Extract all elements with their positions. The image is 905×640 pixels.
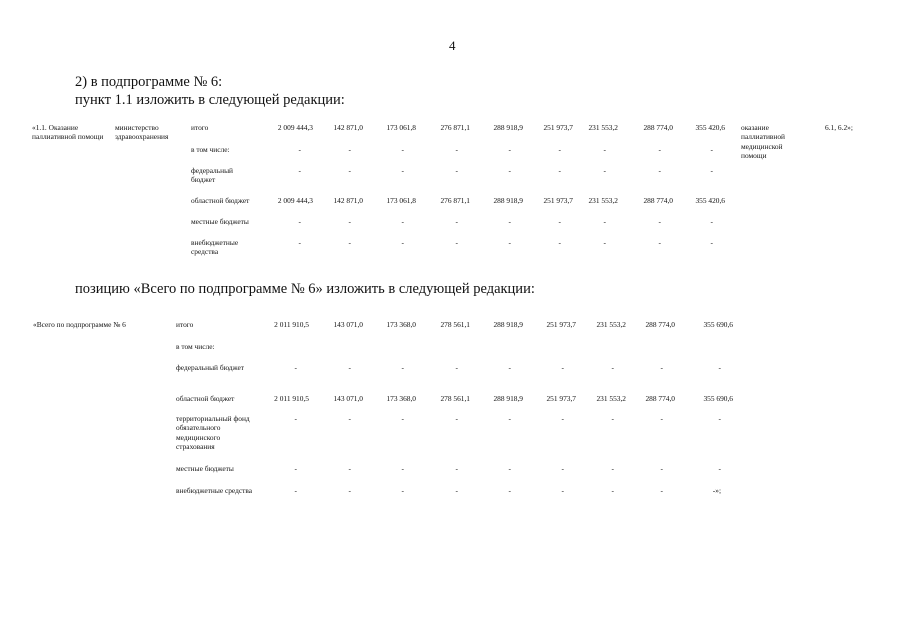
value-cell: 278 561,1 bbox=[440, 320, 470, 329]
value-cell: - bbox=[508, 145, 511, 154]
total-heading: позицию «Всего по подпрограмме № 6» изложить в следующей редакции: bbox=[75, 281, 535, 297]
value-cell: - bbox=[348, 238, 351, 247]
value-cell: -»; bbox=[712, 486, 721, 495]
value-cell: 355 420,6 bbox=[695, 196, 725, 205]
value-cell: - bbox=[718, 363, 721, 372]
value-cell: - bbox=[348, 363, 351, 372]
value-cell: - bbox=[348, 486, 351, 495]
value-cell: 142 871,0 bbox=[333, 123, 363, 132]
value-cell: - bbox=[348, 217, 351, 226]
value-cell: - bbox=[508, 414, 511, 423]
subprogram-heading: 2) в подпрограмме № 6: bbox=[75, 74, 223, 90]
value-cell: 2 011 910,5 bbox=[274, 320, 309, 329]
value-cell: 142 871,0 bbox=[333, 196, 363, 205]
value-cell: 355 420,6 bbox=[695, 123, 725, 132]
value-cell: 173 368,0 bbox=[386, 320, 416, 329]
value-cell: - bbox=[401, 414, 404, 423]
value-cell: - bbox=[603, 166, 606, 175]
value-cell: - bbox=[603, 145, 606, 154]
expected-result: оказание паллиативной медицинской помощи bbox=[741, 123, 786, 161]
value-cell: 231 553,2 bbox=[588, 196, 618, 205]
indicators: 6.1, 6.2»; bbox=[825, 123, 853, 132]
row-label: в том числе: bbox=[191, 145, 230, 154]
value-cell: - bbox=[658, 217, 661, 226]
value-cell: - bbox=[561, 414, 564, 423]
value-cell: 355 690,6 bbox=[703, 320, 733, 329]
executor: министерство здравоохранения bbox=[115, 123, 169, 142]
value-cell: 231 553,2 bbox=[596, 394, 626, 403]
value-cell: - bbox=[401, 145, 404, 154]
value-cell: - bbox=[401, 486, 404, 495]
value-cell: - bbox=[660, 414, 663, 423]
value-cell: - bbox=[658, 145, 661, 154]
row-label: итого bbox=[176, 320, 194, 329]
row-label: областной бюджет bbox=[176, 394, 235, 403]
value-cell: - bbox=[508, 486, 511, 495]
value-cell: 231 553,2 bbox=[588, 123, 618, 132]
value-cell: - bbox=[718, 414, 721, 423]
value-cell: - bbox=[710, 145, 713, 154]
value-cell: - bbox=[298, 145, 301, 154]
value-cell: 288 774,0 bbox=[643, 123, 673, 132]
value-cell: - bbox=[508, 217, 511, 226]
value-cell: - bbox=[348, 166, 351, 175]
value-cell: 2 011 910,5 bbox=[274, 394, 309, 403]
value-cell: - bbox=[401, 363, 404, 372]
value-cell: - bbox=[455, 145, 458, 154]
value-cell: 288 918,9 bbox=[493, 123, 523, 132]
value-cell: 251 973,7 bbox=[543, 123, 573, 132]
value-cell: - bbox=[401, 464, 404, 473]
value-cell: - bbox=[611, 414, 614, 423]
value-cell: - bbox=[298, 238, 301, 247]
value-cell: - bbox=[401, 166, 404, 175]
value-cell: - bbox=[348, 414, 351, 423]
value-cell: - bbox=[348, 145, 351, 154]
value-cell: - bbox=[558, 217, 561, 226]
value-cell: - bbox=[401, 217, 404, 226]
value-cell: - bbox=[658, 238, 661, 247]
value-cell: - bbox=[294, 464, 297, 473]
value-cell: - bbox=[611, 486, 614, 495]
value-cell: 251 973,7 bbox=[543, 196, 573, 205]
value-cell: - bbox=[294, 363, 297, 372]
value-cell: - bbox=[603, 217, 606, 226]
value-cell: - bbox=[508, 464, 511, 473]
value-cell: - bbox=[558, 166, 561, 175]
value-cell: 251 973,7 bbox=[546, 394, 576, 403]
value-cell: 143 071,0 bbox=[333, 394, 363, 403]
value-cell: - bbox=[294, 486, 297, 495]
row-label: итого bbox=[191, 123, 209, 132]
value-cell: - bbox=[710, 217, 713, 226]
row-label: федеральный бюджет bbox=[176, 363, 245, 372]
row-label: федеральный бюджет bbox=[191, 166, 233, 185]
value-cell: - bbox=[561, 486, 564, 495]
row-label: территориальный фонд обязательного медицинского страхования bbox=[176, 414, 250, 452]
value-cell: - bbox=[660, 464, 663, 473]
value-cell: 173 061,8 bbox=[386, 196, 416, 205]
value-cell: - bbox=[455, 166, 458, 175]
row-label: областной бюджет bbox=[191, 196, 250, 205]
value-cell: 288 918,9 bbox=[493, 196, 523, 205]
item-name: «1.1. Оказание паллиативной помощи bbox=[32, 123, 104, 142]
row-label: в том числе: bbox=[176, 342, 215, 351]
value-cell: - bbox=[455, 414, 458, 423]
value-cell: - bbox=[508, 238, 511, 247]
value-cell: - bbox=[710, 166, 713, 175]
value-cell: - bbox=[508, 363, 511, 372]
value-cell: - bbox=[455, 363, 458, 372]
value-cell: 173 061,8 bbox=[386, 123, 416, 132]
value-cell: - bbox=[660, 363, 663, 372]
row-label: внебюджетные средства bbox=[176, 486, 253, 495]
value-cell: - bbox=[455, 238, 458, 247]
item-name: «Всего по подпрограмме № 6 bbox=[33, 320, 126, 329]
value-cell: 173 368,0 bbox=[386, 394, 416, 403]
value-cell: - bbox=[611, 363, 614, 372]
value-cell: - bbox=[658, 166, 661, 175]
value-cell: 288 774,0 bbox=[643, 196, 673, 205]
value-cell: 278 561,1 bbox=[440, 394, 470, 403]
value-cell: - bbox=[558, 145, 561, 154]
value-cell: 288 918,9 bbox=[493, 320, 523, 329]
value-cell: - bbox=[508, 166, 511, 175]
value-cell: 276 871,1 bbox=[440, 196, 470, 205]
value-cell: - bbox=[294, 414, 297, 423]
value-cell: - bbox=[455, 486, 458, 495]
value-cell: 288 774,0 bbox=[645, 320, 675, 329]
value-cell: - bbox=[561, 464, 564, 473]
value-cell: - bbox=[561, 363, 564, 372]
value-cell: - bbox=[718, 464, 721, 473]
value-cell: 231 553,2 bbox=[596, 320, 626, 329]
row-label: местные бюджеты bbox=[176, 464, 234, 473]
value-cell: 143 071,0 bbox=[333, 320, 363, 329]
value-cell: - bbox=[603, 238, 606, 247]
value-cell: 355 690,6 bbox=[703, 394, 733, 403]
value-cell: - bbox=[660, 486, 663, 495]
value-cell: - bbox=[558, 238, 561, 247]
row-label: внебюджетные средства bbox=[191, 238, 239, 257]
value-cell: 288 918,9 bbox=[493, 394, 523, 403]
value-cell: 276 871,1 bbox=[440, 123, 470, 132]
value-cell: - bbox=[401, 238, 404, 247]
value-cell: - bbox=[348, 464, 351, 473]
value-cell: 288 774,0 bbox=[645, 394, 675, 403]
value-cell: - bbox=[455, 464, 458, 473]
value-cell: - bbox=[611, 464, 614, 473]
value-cell: - bbox=[298, 217, 301, 226]
value-cell: 2 009 444,3 bbox=[277, 196, 313, 205]
point-heading: пункт 1.1 изложить в следующей редакции: bbox=[75, 92, 345, 108]
page-number: 4 bbox=[449, 38, 456, 53]
row-label: местные бюджеты bbox=[191, 217, 249, 226]
value-cell: - bbox=[298, 166, 301, 175]
value-cell: 2 009 444,3 bbox=[277, 123, 313, 132]
value-cell: - bbox=[710, 238, 713, 247]
value-cell: - bbox=[455, 217, 458, 226]
value-cell: 251 973,7 bbox=[546, 320, 576, 329]
